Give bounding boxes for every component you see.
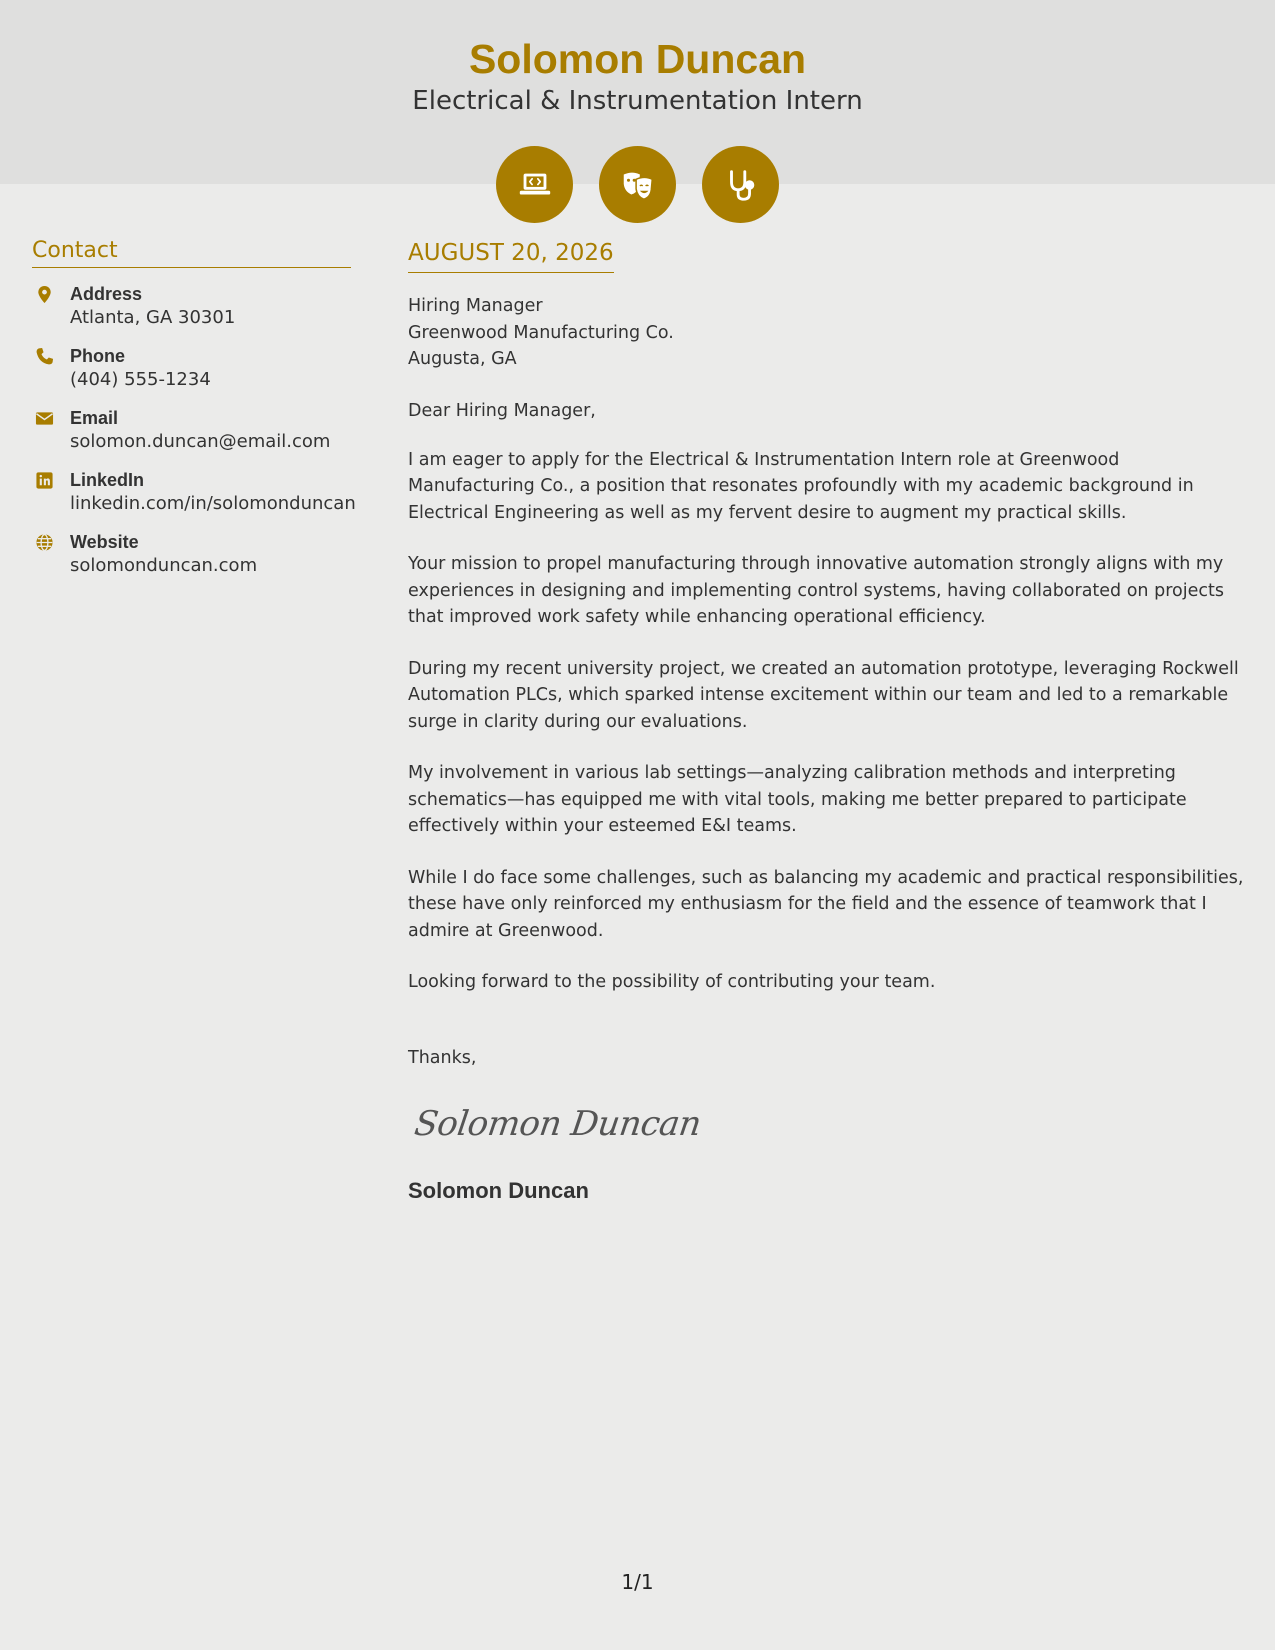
signature: Solomon Duncan xyxy=(412,1103,704,1144)
phone-icon xyxy=(32,345,70,392)
contact-item-phone xyxy=(32,345,351,392)
contact-label: Website xyxy=(70,532,139,552)
contact-item-website xyxy=(32,531,351,578)
recipient-line: Hiring Manager xyxy=(408,296,543,316)
letter-paragraph: I am eager to apply for the Electrical & Instrumentation Intern role at Greenwood Manufacturing Co., a position that resonates profoundly with my academic background in Electrical Engineering as well as my fervent desire to augment my practical skills. xyxy=(408,449,1194,523)
stethoscope-icon xyxy=(702,146,779,223)
letter-date: AUGUST 20, 2026 xyxy=(408,240,614,273)
letter-body xyxy=(408,240,1248,1204)
contact-value: solomonduncan.com xyxy=(70,555,258,576)
letter-paragraph: During my recent university project, we created an automation prototype, leveraging Rockwell Automation PLCs, which sparked intense excitement within our team and led to a remarkable surge in clarity during our evaluations. xyxy=(408,658,1239,732)
contact-item-linkedin xyxy=(32,469,356,516)
map-pin-icon xyxy=(32,283,70,330)
contact-item-address xyxy=(32,283,351,330)
recipient-line: Augusta, GA xyxy=(408,349,517,369)
letter-paragraph: Your mission to propel manufacturing through innovative automation strongly aligns with my experiences in designing and implementing control systems, having collaborated on projects that improved work safety while enhancing operational efficiency. xyxy=(408,554,1224,627)
recipient-block xyxy=(408,293,1248,373)
letter-paragraph: Looking forward to the possibility of contributing your team. xyxy=(408,972,936,992)
closing: Thanks, xyxy=(408,1047,477,1068)
interest-icons xyxy=(496,146,779,223)
globe-icon xyxy=(32,531,70,578)
contact-value: solomon.duncan@email.com xyxy=(70,431,331,452)
salutation: Dear Hiring Manager, xyxy=(408,400,596,421)
contact-label: LinkedIn xyxy=(70,470,145,490)
envelope-icon xyxy=(32,407,70,454)
contact-section xyxy=(32,238,356,578)
contact-value: Atlanta, GA 30301 xyxy=(70,307,236,328)
contact-heading: Contact xyxy=(32,238,351,268)
laptop-code-icon xyxy=(496,146,573,223)
contact-value: linkedin.com/in/solomonduncan xyxy=(70,493,356,514)
page-number: 1/1 xyxy=(621,1570,654,1594)
contact-item-email xyxy=(32,407,351,454)
recipient-line: Greenwood Manufacturing Co. xyxy=(408,322,674,343)
job-title: Electrical & Instrumentation Intern xyxy=(412,86,863,116)
contact-label: Phone xyxy=(70,346,126,366)
contact-label: Address xyxy=(70,284,143,304)
contact-value: (404) 555-1234 xyxy=(70,369,211,390)
candidate-name: Solomon Duncan xyxy=(468,36,807,82)
theater-masks-icon xyxy=(599,146,676,223)
signer-name: Solomon Duncan xyxy=(408,1177,589,1203)
linkedin-icon xyxy=(32,469,70,516)
contact-label: Email xyxy=(70,408,119,428)
letter-paragraph: My involvement in various lab settings—analyzing calibration methods and interpreting schematics—has equipped me with vital tools, making me better prepared to participate effectively within your esteemed E&I teams. xyxy=(408,763,1187,836)
letter-paragraph: While I do face some challenges, such as balancing my academic and practical responsibilities, these have only reinforced my enthusiasm for the field and the essence of teamwork that I admire at Greenwood. xyxy=(408,867,1244,941)
